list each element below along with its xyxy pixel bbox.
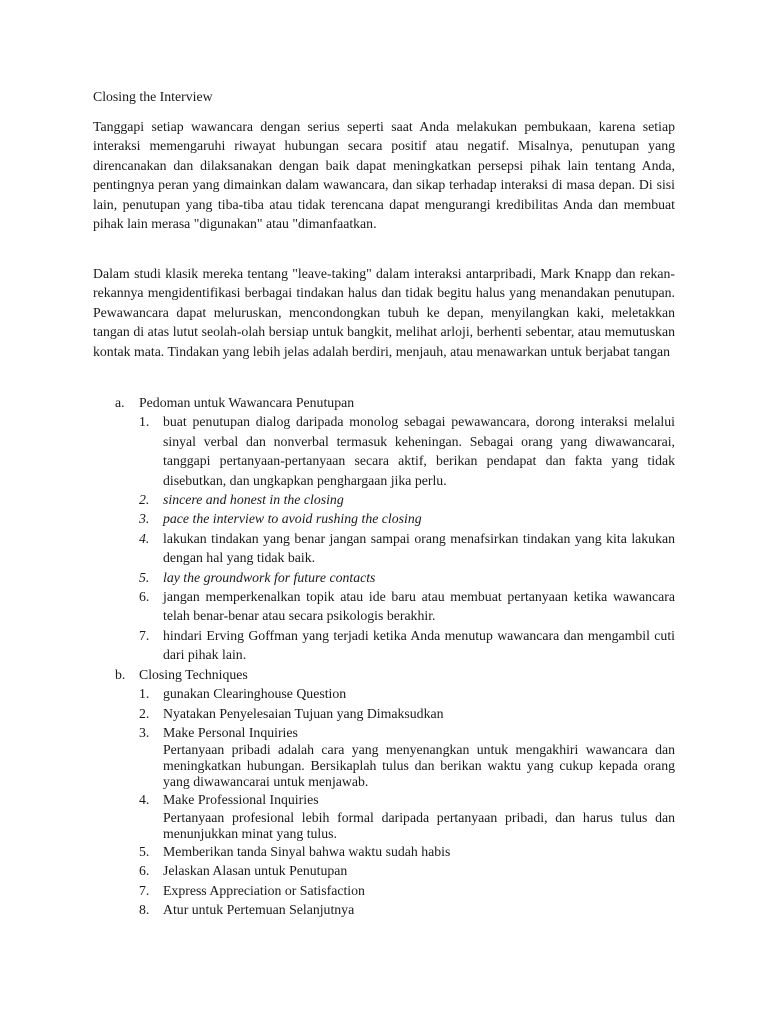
- item-text: Make Professional Inquiries: [163, 792, 319, 808]
- item-number: 7.: [139, 627, 150, 643]
- item-number: 5.: [139, 843, 150, 859]
- section-b-item-3-detail: Pertanyaan pribadi adalah cara yang menyenangkan untuk mengakhiri wawancara dan meningkatkan hubungan. Bersikaplah tulus dan berikan waktu yang cukup kepada orang yang diwawancarai untuk menjawab.: [163, 742, 675, 790]
- section-a-heading: [93, 393, 675, 412]
- item-text: gunakan Clearinghouse Question: [163, 686, 347, 702]
- item-text: Atur untuk Pertemuan Selanjutnya: [163, 901, 355, 917]
- item-number: 3.: [139, 724, 150, 740]
- section-a-item-1: [93, 412, 675, 490]
- section-b-item-2: [93, 704, 675, 723]
- section-b-item-4-detail: Pertanyaan profesional lebih formal daripada pertanyaan pribadi, dan harus tulus dan menunjukkan minat yang tulus.: [163, 809, 675, 841]
- paragraph-2: Dalam studi klasik mereka tentang "leave-taking" dalam interaksi antarpribadi, Mark Knapp dan rekan-rekannya mengidentifikasi berbagai tindakan halus dan tidak begitu halus yang menandakan penutupan. Pewawancara dapat meluruskan, mencondongkan tubuh ke depan, menyilangkan kaki, meletakkan tangan di atas lutut seolah-olah bersiap untuk bangkit, melihat arloji, berhenti sebentar, atau memutuskan kontak mata. Tindakan yang lebih jelas adalah berdiri, menjauh, atau menawarkan untuk berjabat tangan: [93, 266, 675, 359]
- item-number: 6.: [139, 589, 150, 605]
- item-number: 3.: [139, 511, 150, 527]
- item-number: 4.: [139, 530, 150, 546]
- item-number: 2.: [139, 705, 150, 721]
- item-number: 1.: [139, 414, 150, 430]
- section-b-item-6: [93, 861, 675, 880]
- section-b-item-5: [93, 842, 675, 861]
- section-b-item-8: [93, 900, 675, 919]
- item-number: 8.: [139, 901, 150, 917]
- section-a-title: Pedoman untuk Wawancara Penutupan: [139, 395, 355, 410]
- item-number: 1.: [139, 686, 150, 702]
- document-title: Closing the Interview: [93, 89, 213, 104]
- item-number: 2.: [139, 492, 150, 508]
- section-a-item-3: [93, 509, 675, 528]
- outline-list: [93, 393, 675, 919]
- item-number: 7.: [139, 882, 150, 898]
- item-text: Express Appreciation or Satisfaction: [163, 882, 365, 898]
- section-b-heading: [93, 665, 675, 684]
- section-b-item-1: [93, 684, 675, 703]
- item-number: 6.: [139, 863, 150, 879]
- item-text: lakukan tindakan yang benar jangan sampai orang menafsirkan tindakan yang kita lakukan dengan hal yang tidak baik.: [163, 530, 675, 566]
- section-a-item-5: [93, 568, 675, 587]
- section-a-item-4: [93, 529, 675, 568]
- item-text: sincere and honest in the closing: [163, 492, 344, 508]
- section-a-item-7: [93, 626, 675, 665]
- item-text: Jelaskan Alasan untuk Penutupan: [163, 863, 348, 879]
- section-b-item-4: [93, 790, 675, 809]
- item-number: 5.: [139, 569, 150, 585]
- item-text: Make Personal Inquiries: [163, 724, 298, 740]
- item-text: Memberikan tanda Sinyal bahwa waktu sudah habis: [163, 843, 451, 859]
- section-b-item-3: [93, 723, 675, 742]
- item-text: jangan memperkenalkan topik atau ide baru atau membuat pertanyaan ketika wawancara telah benar-benar atau secara psikologis berakhir.: [163, 589, 675, 624]
- item-text: hindari Erving Goffman yang terjadi ketika Anda menutup wawancara dan mengambil cuti dari pihak lain.: [163, 627, 675, 663]
- item-text: lay the groundwork for future contacts: [163, 569, 376, 585]
- section-b-title: Closing Techniques: [139, 666, 248, 682]
- section-b-marker: b.: [115, 666, 126, 682]
- section-b-item-7: [93, 881, 675, 900]
- section-a-marker: a.: [115, 395, 125, 410]
- item-number: 4.: [139, 792, 150, 808]
- section-a-item-2: [93, 490, 675, 509]
- item-text: buat penutupan dialog daripada monolog sebagai pewawancara, dorong interaksi melalui sinyal verbal dan nonverbal termasuk keheningan. Sebagai orang yang diwawancarai, tanggapi pertanyaan-pertanyaan secara aktif, berikan pendapat dan fakta yang tidak disebutkan, dan ungkapkan penghargaan jika perlu.: [163, 414, 675, 488]
- section-a-item-6: [93, 587, 675, 626]
- item-text: pace the interview to avoid rushing the closing: [163, 511, 422, 527]
- paragraph-1: Tanggapi setiap wawancara dengan serius seperti saat Anda melakukan pembukaan, karena setiap interaksi memengaruhi riwayat hubungan secara positif atau negatif. Misalnya, penutupan yang direncanakan dan dilaksanakan dengan baik dapat meningkatkan persepsi pihak lain tentang Anda, pentingnya peran yang dimainkan dalam wawancara, dan sikap terhadap interaksi di masa depan. Di sisi lain, penutupan yang tiba-tiba atau tidak terencana dapat mengurangi kredibilitas Anda dan membuat pihak lain merasa "digunakan" atau "dimanfaatkan.: [93, 119, 675, 232]
- item-text: Nyatakan Penyelesaian Tujuan yang Dimaksudkan: [163, 705, 444, 721]
